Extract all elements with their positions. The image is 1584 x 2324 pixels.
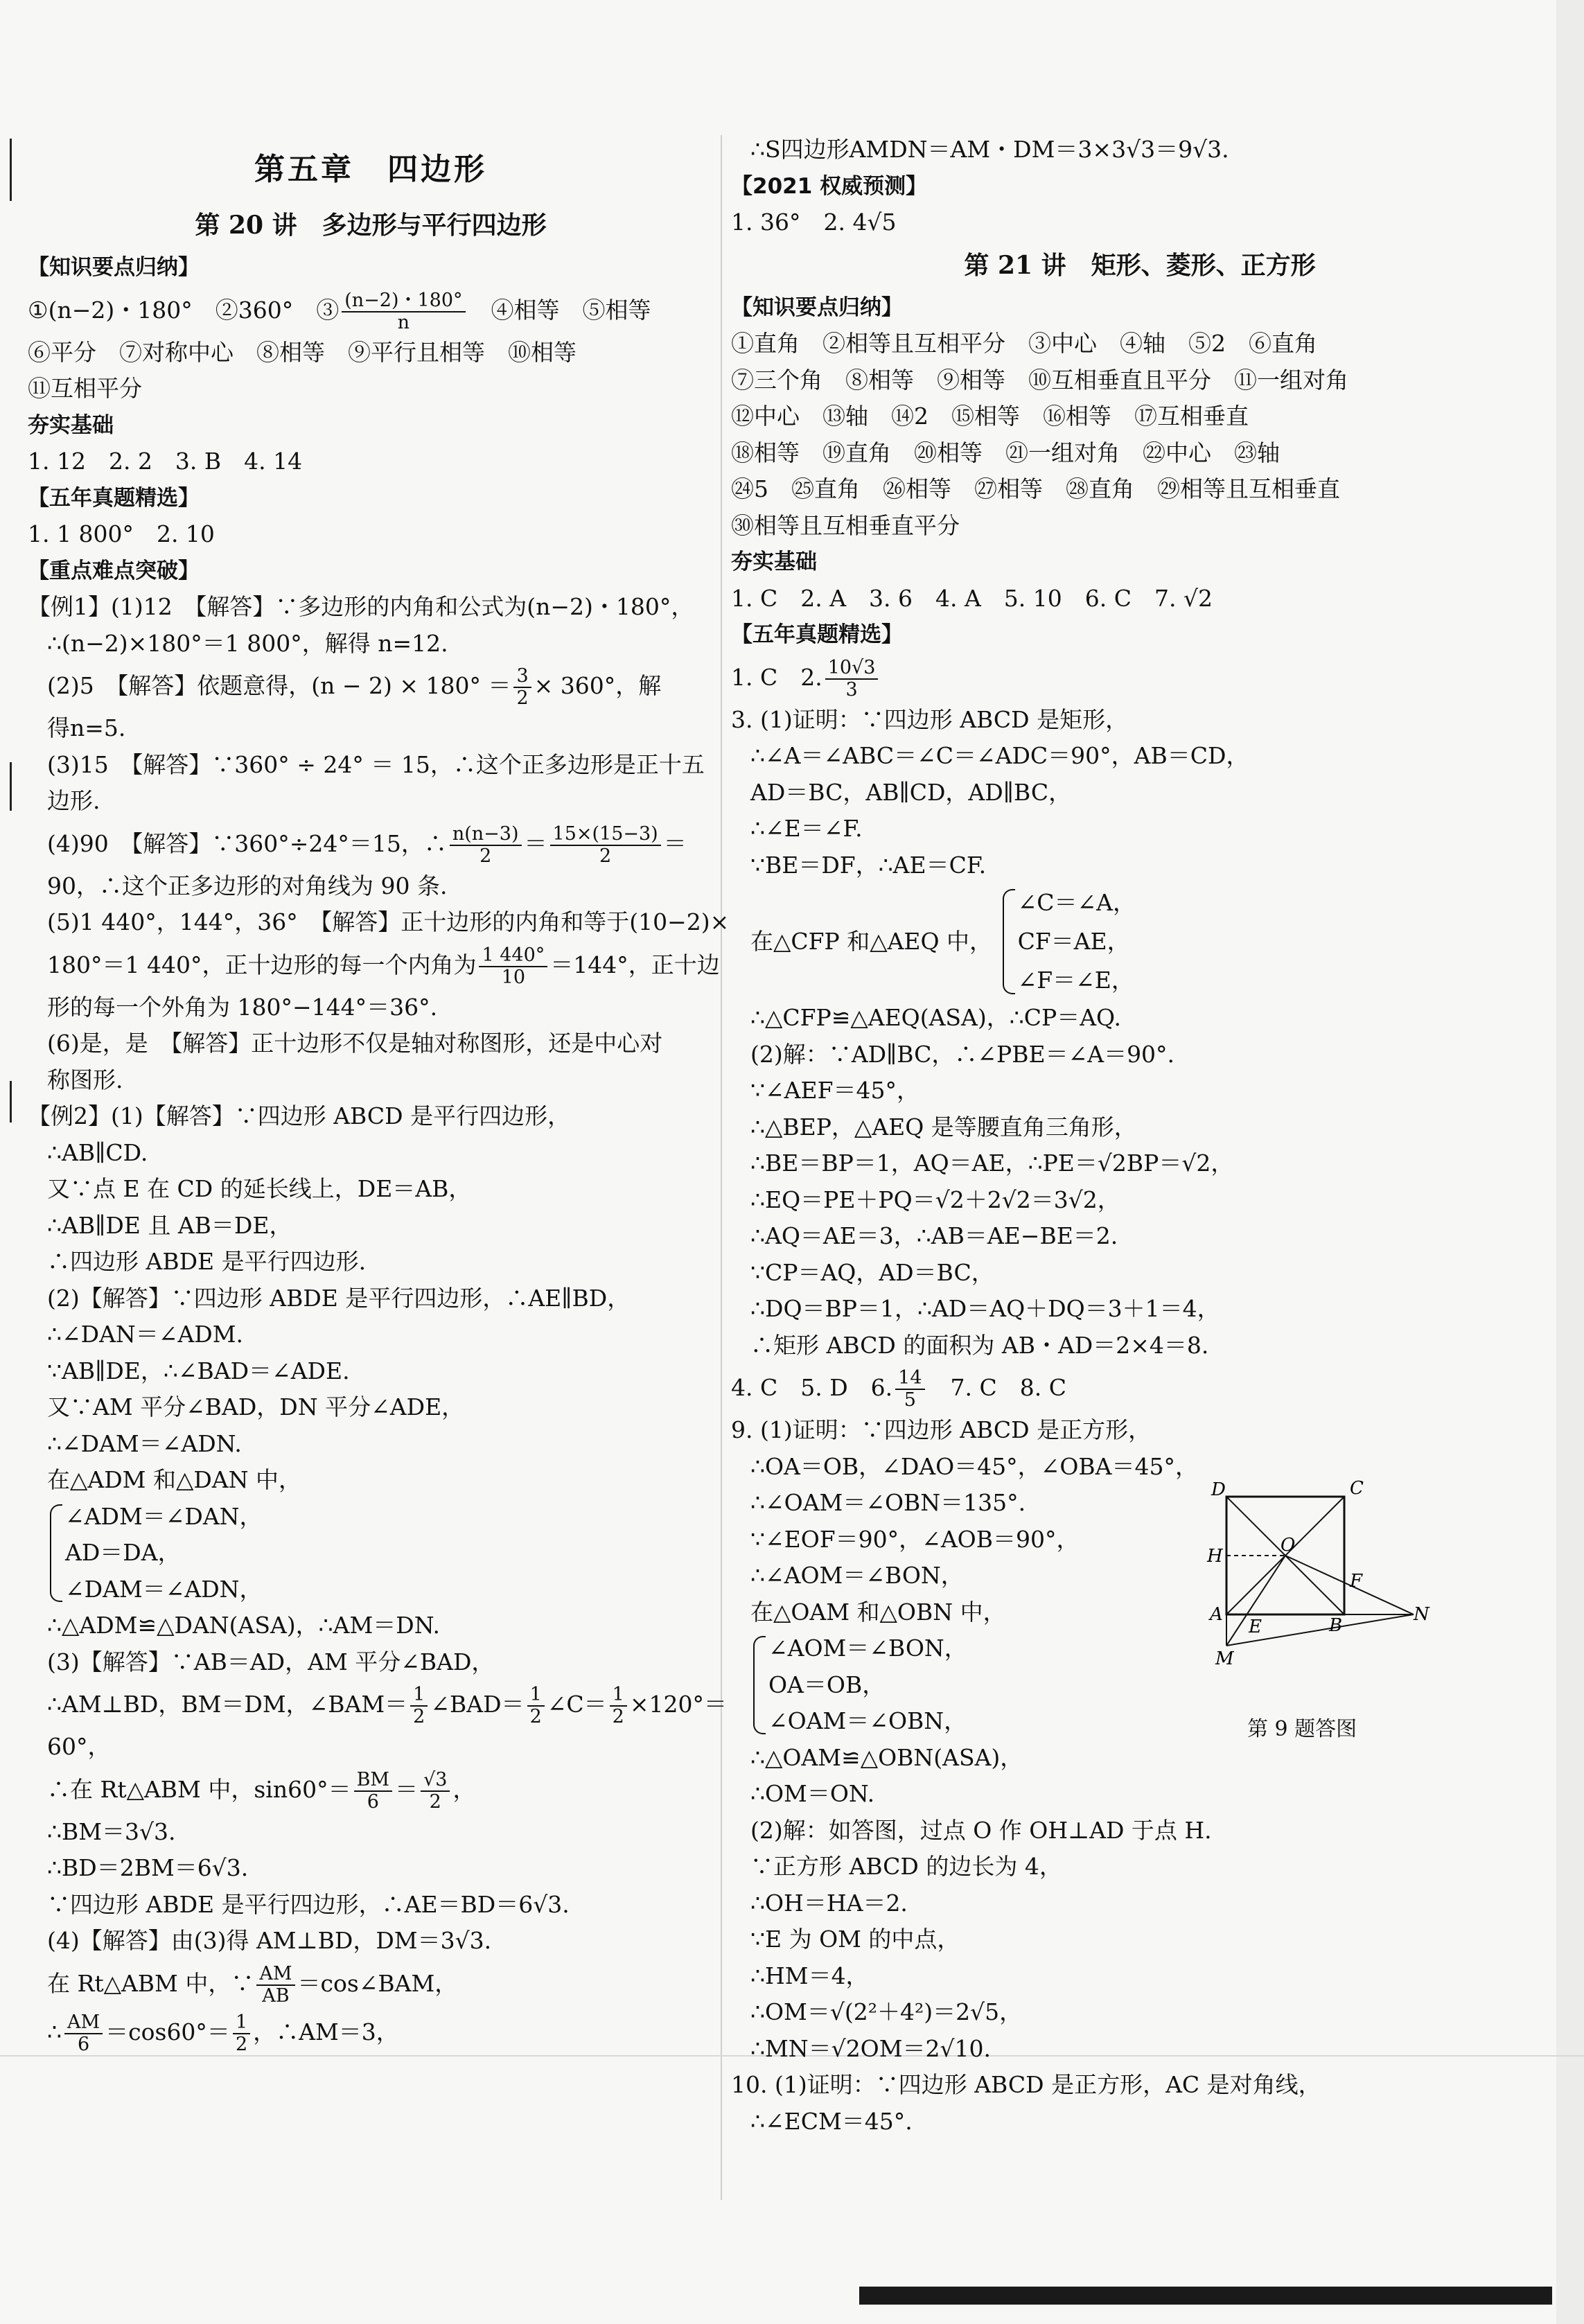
text-line: 【例2】(1)【解答】∵四边形 ABCD 是平行四边形，	[28, 1102, 571, 1129]
answer-line: 1. 36° 2. 4√5	[731, 209, 897, 236]
answer-line: 1. 1 800° 2. 10	[28, 520, 215, 547]
text-line: ∴∠OAM＝∠OBN＝135°.	[750, 1489, 1026, 1516]
answer-line: 1. 12 2. 2 3. B 4. 14	[28, 448, 303, 475]
knowledge-line: ⑥平分 ⑦对称中心 ⑧相等 ⑨平行且相等 ⑩相等	[28, 338, 577, 366]
text-line: 3. (1)证明：∵四边形 ABCD 是矩形，	[731, 705, 1129, 733]
text-line: ∴AB∥CD.	[47, 1138, 148, 1166]
text-line: (4)90 【解答】∵360°÷24°＝15，∴ $\frac{n(n-3)}{2}$ ＝ $\frac{15\times(15-3)}{2}$ ＝	[47, 822, 687, 867]
text-line: ∴∠A＝∠ABC＝∠C＝∠ADC＝90°，AB＝CD，	[750, 742, 1249, 769]
knowledge-line: ⑱相等 ⑲直角 ⑳相等 ㉑一组对角 ㉒中心 ㉓轴	[731, 439, 1280, 466]
text-line: ∴ $\frac{AM}{6}$ ＝cos60°＝ $\frac{1}{2}$ ，∴AM＝3，	[47, 2011, 399, 2055]
section-key-points: 【重点难点突破】	[28, 558, 200, 583]
section-knowledge: 【知识要点归纳】	[731, 294, 903, 320]
text-line: 60°，	[47, 1733, 111, 1760]
text-line: (2)解：如答图，过点 O 作 OH⊥AD 于点 H.	[750, 1816, 1212, 1844]
text-line: 又∵AM 平分∠BAD，DN 平分∠ADE，	[47, 1393, 465, 1420]
margin-mark	[10, 1081, 12, 1123]
label-e: E	[1249, 1617, 1262, 1637]
text-line: ∴MN＝√2OM＝2√10.	[750, 2034, 992, 2062]
lecture-20-title: 第 20 讲 多边形与平行四边形	[195, 211, 547, 240]
brace	[50, 1504, 62, 1603]
text-line: 【例1】(1)12 【解答】∵多边形的内角和公式为(n−2)・180°，	[28, 593, 694, 620]
text-line: 称图形.	[47, 1066, 123, 1093]
text-line: ∵AB∥DE，∴∠BAD＝∠ADE.	[47, 1357, 350, 1384]
right-column	[731, 132, 1549, 2140]
label-c: C	[1350, 1478, 1364, 1499]
section-basic: 夯实基础	[28, 412, 114, 438]
label-h: H	[1207, 1546, 1223, 1567]
fraction: $\frac{1}{2}$	[410, 1684, 428, 1727]
label-f: F	[1350, 1571, 1363, 1592]
fraction: $\frac{3}{2}$	[513, 666, 531, 709]
text-line: 又∵点 E 在 CD 的延长线上，DE＝AB，	[47, 1175, 472, 1202]
knowledge-line: ⑫中心 ⑬轴 ⑭2 ⑮相等 ⑯相等 ⑰互相垂直	[731, 403, 1249, 430]
text-line: ∠DAM＝∠ADN，	[65, 1575, 263, 1603]
label-m: M	[1215, 1648, 1234, 1669]
text-line: ∵E 为 OM 的中点，	[750, 1926, 960, 1953]
text-line: ∵正方形 ABCD 的边长为 4，	[750, 1853, 1062, 1880]
geometry-figure	[1206, 1476, 1427, 1725]
chapter-title: 第五章 四边形	[254, 152, 487, 187]
text-line: ∴AQ＝AE＝3，∴AB＝AE−BE＝2.	[750, 1222, 1118, 1249]
fraction: $\frac{1}{2}$	[233, 2012, 250, 2055]
fraction: $\frac{√3}{2}$	[421, 1770, 450, 1813]
text-line: ∴EQ＝PE＋PQ＝√2＋2√2＝3√2，	[750, 1186, 1120, 1213]
label-d: D	[1211, 1479, 1226, 1500]
text-line: ∴BM＝3√3.	[47, 1817, 176, 1845]
text-line: ∴△ADM≌△DAN(ASA)，∴AM＝DN.	[47, 1612, 440, 1639]
brace	[753, 1636, 766, 1734]
fraction: $\frac{(n-2)・180^\circ}{n}$	[342, 290, 465, 333]
knowledge-line: ①直角 ②相等且互相平分 ③中心 ④轴 ⑤2 ⑥直角	[731, 330, 1317, 357]
fraction: $\frac{AM}{AB}$	[256, 1964, 294, 2007]
text-line: OA＝OB，	[768, 1671, 886, 1698]
text-line: 得n=5.	[47, 714, 126, 741]
text-line: ∴四边形 ABDE 是平行四边形.	[47, 1248, 367, 1275]
fraction: $\frac{15\times(15-3)}{2}$	[550, 824, 661, 867]
margin-mark	[10, 762, 12, 811]
fraction: $\frac{14}{5}$	[895, 1368, 924, 1411]
label-o: O	[1281, 1535, 1296, 1556]
text-line: 180°＝1 440°，正十边形的每一个内角为 $\frac{1 440^\circ}{10}$ ＝144°，正十边	[47, 944, 720, 988]
text-line: 边形.	[47, 787, 100, 814]
answer-line: 1. C 2. A 3. 6 4. A 5. 10 6. C 7. √2	[731, 584, 1213, 612]
text-line: ∴△CFP≌△AEQ(ASA)，∴CP＝AQ.	[750, 1004, 1121, 1031]
text-line: ∴(n−2)×180°＝1 800°，解得 n=12.	[47, 629, 448, 657]
text-line: ∠C＝∠A，	[1017, 889, 1136, 916]
text-line: (2)【解答】∵四边形 ABDE 是平行四边形，∴AE∥BD，	[47, 1284, 631, 1312]
text-line: ∵BE＝DF，∴AE＝CF.	[750, 851, 987, 879]
fraction: $\frac{10√3}{3}$	[825, 658, 879, 701]
page-edge-shade	[1556, 0, 1584, 2324]
text-line: ∴∠AOM＝∠BON，	[750, 1562, 964, 1589]
knowledge-line: ⑦三个角 ⑧相等 ⑨相等 ⑩互相垂直且平分 ⑪一组对角	[731, 366, 1348, 394]
text-line: ∴∠DAM＝∠ADN.	[47, 1429, 242, 1457]
fraction: $\frac{n(n-3)}{2}$	[450, 824, 522, 867]
text-line: (3)15 【解答】∵360° ÷ 24° ＝ 15，∴这个正多边形是正十五	[47, 750, 705, 778]
text-line: ∴S四边形AMDN＝AM・DM＝3×3√3＝9√3.	[750, 136, 1229, 163]
label-b: B	[1329, 1615, 1343, 1636]
text-line: ∠AOM＝∠BON，	[768, 1635, 967, 1662]
text-line: ∴AB∥DE 且 AB＝DE，	[47, 1211, 292, 1239]
label-n: N	[1414, 1604, 1429, 1625]
fraction: $\frac{1}{2}$	[527, 1684, 545, 1727]
text-line: ∠F＝∠E，	[1017, 967, 1134, 994]
text-line: ∴在 Rt△ABM 中，sin60°＝ $\frac{BM}{6}$ ＝ $\frac{√3}{2}$ ，	[47, 1768, 476, 1813]
knowledge-line: ㉚相等且互相垂直平分	[731, 511, 960, 539]
text-line: ∴AM⊥BD，BM＝DM，∠BAM＝ $\frac{1}{2}$ ∠BAD＝ $\frac{1}{2}$ ∠C＝ $\frac{1}{2}$ ×120°＝	[47, 1684, 727, 1727]
text-line: ∴OA＝OB，∠DAO＝45°，∠OBA＝45°，	[750, 1452, 1198, 1480]
text-line: (4)【解答】由(3)得 AM⊥BD，DM＝3√3.	[47, 1927, 492, 1954]
text-line: ∠ADM＝∠DAN，	[65, 1502, 263, 1530]
fraction: $\frac{BM}{6}$	[354, 1770, 393, 1813]
text-line: ∴△BEP，△AEQ 是等腰直角三角形，	[750, 1113, 1137, 1141]
text-line: ∠OAM＝∠OBN，	[768, 1707, 967, 1734]
text-line: 在△ADM 和△DAN 中，	[47, 1466, 301, 1493]
text-line: 在 Rt△ABM 中，∵ $\frac{AM}{AB}$ ＝cos∠BAM，	[47, 1962, 458, 2007]
fraction: $\frac{AM}{6}$	[64, 2012, 103, 2055]
fraction: $\frac{1 440^\circ}{10}$	[479, 945, 547, 988]
section-five-year: 【五年真题精选】	[28, 485, 200, 511]
margin-mark	[10, 139, 12, 201]
text-line: (3)【解答】∵AB＝AD，AM 平分∠BAD，	[47, 1648, 495, 1675]
text-line: ∵∠AEF＝45°，	[750, 1077, 919, 1104]
text-line: 90，∴这个正多边形的对角线为 90 条.	[47, 872, 448, 899]
brace	[1003, 889, 1015, 994]
text-line: ∴BE＝BP＝1，AQ＝AE，∴PE＝√2BP＝√2，	[750, 1150, 1234, 1177]
text-line: AD＝DA，	[65, 1539, 181, 1566]
text-line: ∴矩形 ABCD 的面积为 AB・AD＝2×4＝8.	[750, 1331, 1209, 1359]
text-line: AD＝BC，AB∥CD，AD∥BC，	[750, 778, 1072, 806]
label-a: A	[1210, 1604, 1223, 1625]
equation-system	[750, 1630, 1549, 1740]
text-line: ∴BD＝2BM＝6√3.	[47, 1854, 249, 1881]
text-line: ∴∠DAN＝∠ADM.	[47, 1321, 244, 1348]
left-column	[28, 139, 730, 2057]
section-knowledge: 【知识要点归纳】	[28, 255, 200, 280]
text-line: 10. (1)证明：∵四边形 ABCD 是正方形，AC 是对角线，	[731, 2071, 1321, 2098]
text-line: ∴DQ＝BP＝1，∴AD＝AQ＋DQ＝3＋1＝4，	[750, 1295, 1220, 1322]
section-basic: 夯实基础	[731, 549, 817, 574]
text-line: ∵CP＝AQ，AD＝BC，	[750, 1258, 994, 1286]
text-line: CF＝AE，	[1017, 928, 1130, 955]
text-line: (5)1 440°，144°，36° 【解答】正十边形的内角和等于(10−2)×	[47, 908, 730, 935]
text-line: 9. (1)证明：∵四边形 ABCD 是正方形，	[731, 1416, 1152, 1443]
lecture-21-title: 第 21 讲 矩形、菱形、正方形	[964, 250, 1316, 280]
text-line: (2)5 【解答】依题意得，(n − 2) × 180° ＝ $\frac{3}{2}$ × 360°，解	[47, 665, 662, 709]
knowledge-line: ⑪互相平分	[28, 375, 142, 402]
figure-caption: 第 9 题答图	[1247, 1717, 1357, 1741]
bottom-scan-bar	[859, 2287, 1552, 2305]
answer-line: 1. C 2. $\frac{10√3}{3}$	[731, 653, 1549, 702]
text-line: 形的每一个外角为 180°−144°＝36°.	[47, 993, 438, 1021]
knowledge-line: ㉔5 ㉕直角 ㉖相等 ㉗相等 ㉘直角 ㉙相等且互相垂直	[731, 475, 1340, 502]
text-line: ∴OM＝ON.	[750, 1780, 875, 1807]
text-line: ∴OH＝HA＝2.	[750, 1889, 908, 1917]
answer-line: 4. C 5. D 6. $\frac{14}{5}$ 7. C 8. C	[731, 1367, 1066, 1411]
text-line: ∴HM＝4，	[750, 1962, 869, 1989]
text-line: ∵∠EOF＝90°，∠AOB＝90°，	[750, 1525, 1080, 1553]
text-line: (2)解：∵AD∥BC，∴∠PBE＝∠A＝90°.	[750, 1040, 1175, 1068]
text-line: ∴OM＝√(2²＋4²)＝2√5，	[750, 1998, 1023, 2025]
text-line: ∴∠E＝∠F.	[750, 815, 863, 842]
equation-system	[47, 1499, 714, 1608]
equation-system	[1000, 883, 1136, 1000]
text-line: ∴△OAM≌△OBN(ASA)，	[750, 1743, 1023, 1771]
knowledge-line: ①(n−2)・180° ②360° ③ $\frac{(n-2)・180^\circ}{n}$ ④相等 ⑤相等	[28, 289, 651, 333]
fraction: $\frac{1}{2}$	[610, 1684, 627, 1727]
column-divider	[721, 135, 722, 2200]
text-line: (6)是，是 【解答】正十边形不仅是轴对称图形，还是中心对	[47, 1030, 663, 1057]
text-line: 在△CFP 和△AEQ 中， ∠C＝∠A， CF＝AE， ∠F＝∠E，	[731, 883, 1549, 1000]
section-prediction: 【2021 权威预测】	[731, 173, 928, 199]
text-line: ∵四边形 ABDE 是平行四边形，∴AE＝BD＝6√3.	[47, 1890, 570, 1918]
section-five-year: 【五年真题精选】	[731, 622, 903, 647]
text-line: 在△OAM 和△OBN 中，	[750, 1598, 1006, 1626]
text-line: ∴∠ECM＝45°.	[750, 2107, 913, 2135]
